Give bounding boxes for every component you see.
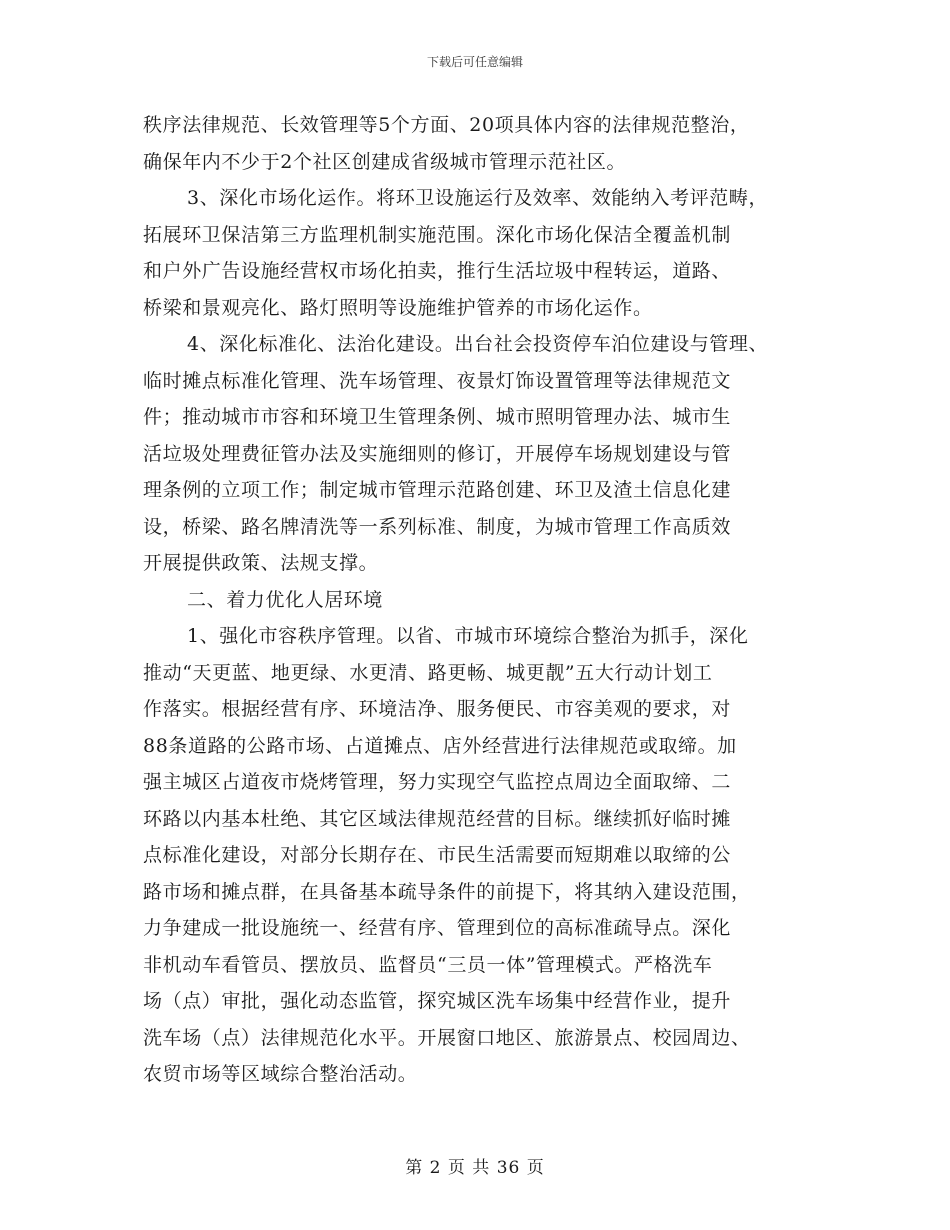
page-header: 下载后可任意编辑: [426, 55, 523, 69]
text-line: 活垃圾处理费征管办法及实施细则的修订，开展停车场规划建设与管: [143, 442, 732, 465]
text-line: 理条例的立项工作；制定城市管理示范路创建、环卫及渣土信息化建: [143, 479, 732, 501]
paragraph-start: 4、深化标准化、法治化建设。出台社会投资停车泊位建设与管理、: [187, 333, 769, 355]
text-line: 强主城区占道夜市烧烤管理，努力实现空气监控点周边全面取缔、二: [143, 771, 732, 793]
section-heading: 二、着力优化人居环境: [187, 588, 384, 611]
text-line: 设，桥梁、路名牌清洗等一系列标准、制度，为城市管理工作高质效: [143, 515, 732, 538]
text-line: 桥梁和景观亮化、路灯照明等设施维护管养的市场化运作。: [143, 296, 653, 319]
text-line: 开展提供政策、法规支撑。: [143, 552, 379, 574]
text-line: 场（点）审批，强化动态监管，探究城区洗车场集中经营作业，提升: [143, 990, 732, 1012]
page-number: 第 2 页 共 36 页: [405, 1158, 545, 1178]
text-line: 洗车场（点）法律规范化水平。开展窗口地区、旅游景点、校园周边、: [143, 1026, 751, 1049]
text-line: 非机动车看管员、摆放员、监督员“三员一体”管理模式。严格洗车: [143, 953, 713, 976]
document-body: [143, 107, 818, 1093]
paragraph-start: 3、深化市场化运作。将环卫设施运行及效率、效能纳入考评范畴，: [187, 187, 769, 209]
text-line: 力争建成一批设施统一、经营有序、管理到位的高标准疏导点。深化: [143, 917, 732, 939]
text-line: 农贸市场等区域综合整治活动。: [143, 1063, 418, 1085]
text-line: 件；推动城市市容和环境卫生管理条例、城市照明管理办法、城市生: [143, 406, 732, 428]
text-line: 环路以内基本杜绝、其它区域法律规范经营的目标。继续抓好临时摊: [143, 807, 732, 830]
text-line: 确保年内不少于2个社区创建成省级城市管理示范社区。: [143, 150, 627, 173]
text-line: 临时摊点标准化管理、洗车场管理、夜景灯饰设置管理等法律规范文: [143, 369, 732, 392]
text-line: 秩序法律规范、长效管理等5个方面、20项具体内容的法律规范整治，: [143, 114, 750, 136]
text-line: 路市场和摊点群，在具备基本疏导条件的前提下，将其纳入建设范围，: [143, 880, 751, 903]
text-line: 和户外广告设施经营权市场化拍卖，推行生活垃圾中程转运，道路、: [143, 260, 732, 282]
paragraph-start: 1、强化市容秩序管理。以省、市城市环境综合整治为抓手，深化: [187, 625, 749, 647]
text-line: 作落实。根据经营有序、环境洁净、服务便民、市容美观的要求，对: [143, 698, 732, 720]
text-line: 拓展环卫保洁第三方监理机制实施范围。深化市场化保洁全覆盖机制: [143, 223, 732, 246]
text-line: 点标准化建设，对部分长期存在、市民生活需要而短期难以取缔的公: [143, 844, 732, 866]
text-line: 推动“天更蓝、地更绿、水更清、路更畅、城更靓”五大行动计划工: [143, 661, 713, 684]
text-line: 88条道路的公路市场、占道摊点、店外经营进行法律规范或取缔。加: [143, 734, 737, 757]
